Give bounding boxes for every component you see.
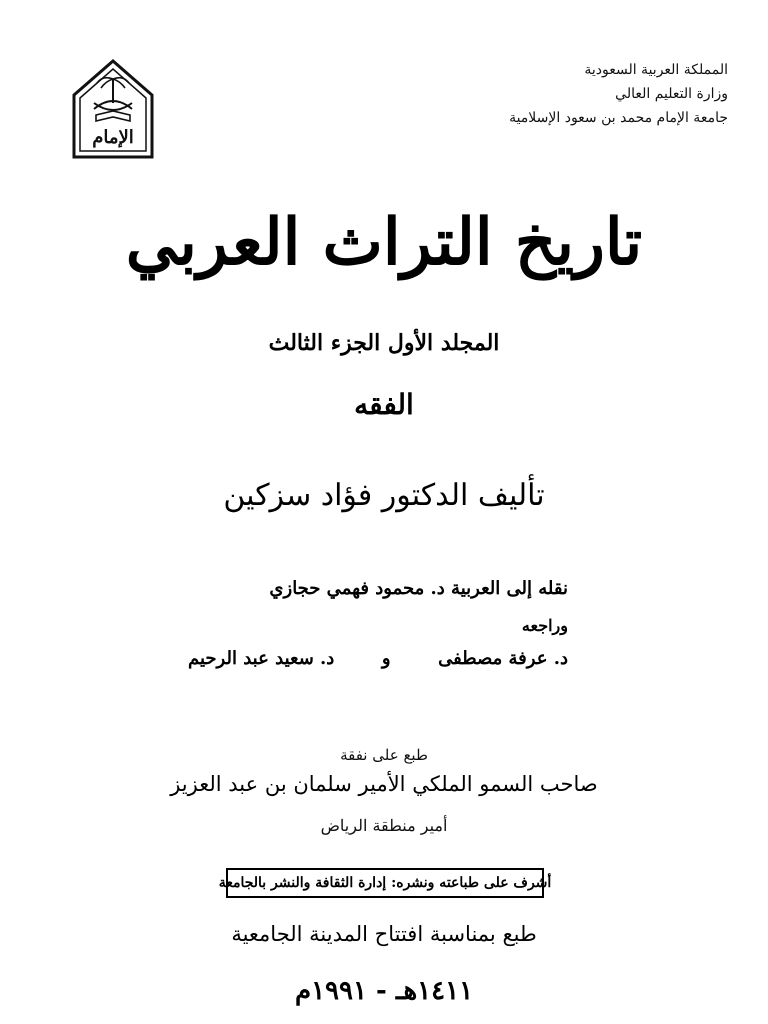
author-line: تأليف الدكتور فؤاد سزكين <box>223 478 545 513</box>
university-logo <box>70 57 156 161</box>
reviewer-second: د. سعيد عبد الرحيم <box>188 648 335 669</box>
book-title: تاريخ التراث العربي <box>125 205 643 280</box>
patron-title: أمير منطقة الرياض <box>320 816 448 835</box>
country-name: المملكة العربية السعودية <box>584 62 728 78</box>
supervision-text: أشرف على طباعته ونشره: إدارة الثقافة والنشر بالجامعة <box>218 875 552 891</box>
reviewers-line <box>188 648 568 669</box>
institution-header <box>468 58 728 130</box>
printed-at-expense-label: طبع على نفقة <box>340 746 428 764</box>
reviewed-by-label: وراجعه <box>521 616 568 635</box>
printing-occasion: طبع بمناسبة افتتاح المدينة الجامعية <box>231 922 537 946</box>
university-name: جامعة الإمام محمد بن سعود الإسلامية <box>509 110 728 126</box>
logo-text: الإمام <box>92 127 134 148</box>
publication-date: ١٤١١هـ - ١٩٩١م <box>294 976 474 1006</box>
university-emblem-icon <box>70 57 156 161</box>
publishing-supervision-box <box>218 868 552 898</box>
translator-line: نقله إلى العربية د. محمود فهمي حجازي <box>269 578 568 599</box>
volume-part: المجلد الأول الجزء الثالث <box>268 330 500 356</box>
reviewer-first: د. عرفة مصطفى <box>438 648 568 669</box>
patron-name: صاحب السمو الملكي الأمير سلمان بن عبد العزيز <box>170 772 598 796</box>
ministry-name: وزارة التعليم العالي <box>615 86 728 102</box>
reviewer-conjunction: و <box>381 648 391 669</box>
subject-title: الفقه <box>354 388 414 421</box>
